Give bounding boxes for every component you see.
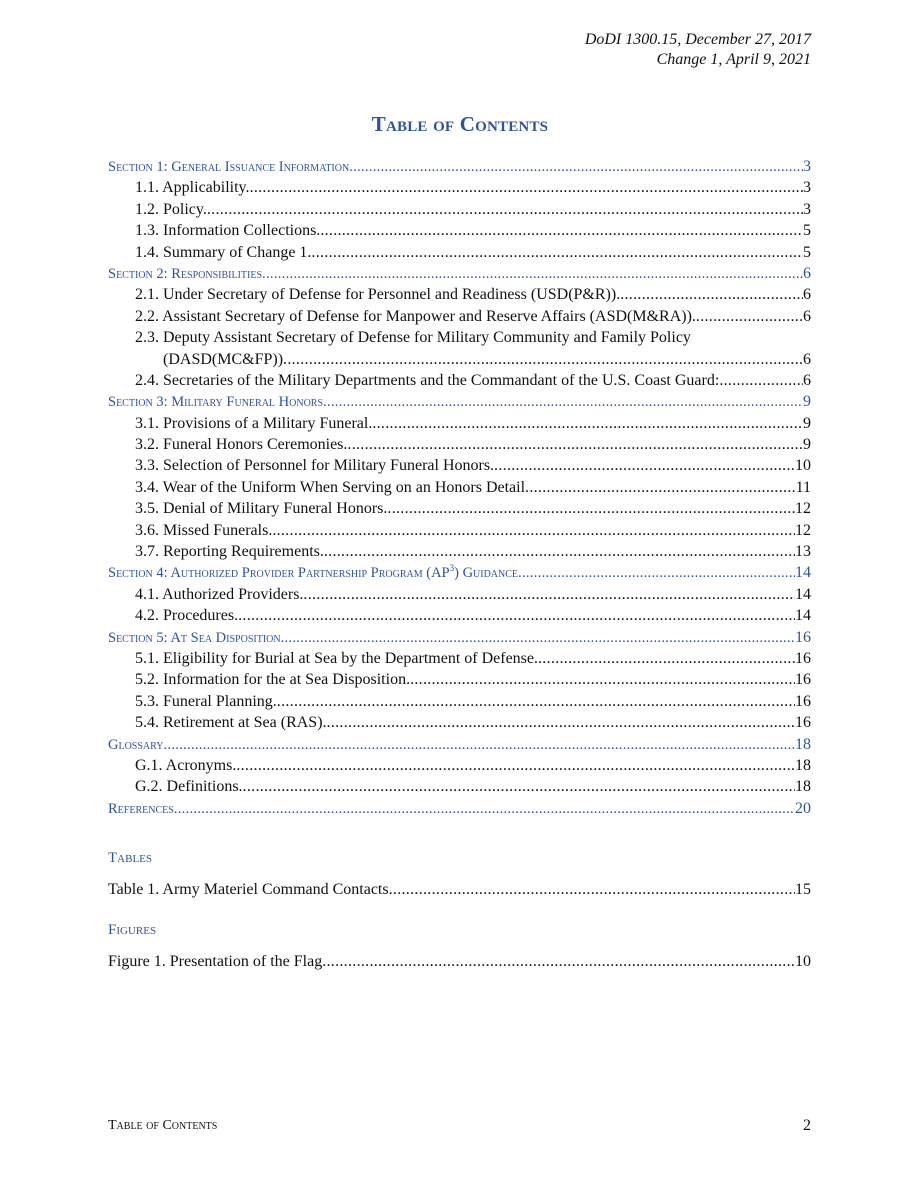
toc-references[interactable]: References ..... 20 bbox=[108, 798, 811, 819]
figure-list-item[interactable]: Figure 1. Presentation of the Flag ..... 10 bbox=[108, 951, 811, 972]
page-number: 2 bbox=[803, 1117, 811, 1134]
footer-section-name: Table of Contents bbox=[108, 1118, 218, 1133]
toc-entry[interactable]: 3.5. Denial of Military Funeral Honors. ..... 12 bbox=[108, 498, 811, 519]
tables-heading: Tables bbox=[108, 850, 152, 866]
toc-section-4[interactable]: Section 4: Authorized Provider Partnership Program $(AP^3)$ Guidance ..... 14 bbox=[108, 562, 811, 583]
toc-entry[interactable]: 3.2. Funeral Honors Ceremonies. ..... 9 bbox=[108, 434, 811, 455]
toc-entry[interactable]: 1.1. Applicability. ..... 3 bbox=[108, 177, 811, 198]
toc-entry[interactable]: 3.4. Wear of the Uniform When Serving on an Honors Detail ..... 11 bbox=[108, 477, 811, 498]
toc-entry[interactable]: 2.2. Assistant Secretary of Defense for Manpower and Reserve Affairs (ASD(M&RA)). ..... 6 bbox=[108, 306, 811, 327]
toc-entry[interactable]: 5.3. Funeral Planning. ..... 16 bbox=[108, 691, 811, 712]
toc-entry[interactable]: G.1. Acronyms. ..... 18 bbox=[108, 755, 811, 776]
toc-entry[interactable]: 5.1. Eligibility for Burial at Sea by the Department of Defense. ..... 16 bbox=[108, 648, 811, 669]
toc-glossary[interactable]: Glossary ..... 18 bbox=[108, 734, 811, 755]
document-header bbox=[585, 30, 811, 70]
toc-entry[interactable]: 3.6. Missed Funerals. ..... 12 bbox=[108, 520, 811, 541]
figures-heading: Figures bbox=[108, 922, 157, 938]
toc-entry[interactable]: 3.1. Provisions of a Military Funeral. ..... 9 bbox=[108, 413, 811, 434]
toc-entry[interactable]: G.2. Definitions. ..... 18 bbox=[108, 776, 811, 797]
toc-section-1[interactable]: Section 1: General Issuance Information ..... 3 bbox=[108, 156, 811, 177]
table-of-contents bbox=[108, 156, 811, 819]
table-list-item[interactable]: Table 1. Army Materiel Command Contacts ..... 15 bbox=[108, 879, 811, 900]
toc-section-3[interactable]: Section 3: Military Funeral Honors ..... 9 bbox=[108, 391, 811, 412]
toc-entry[interactable]: 2.3. Deputy Assistant Secretary of Defense for Military Community and Family Policy bbox=[135, 329, 691, 347]
page-title: Table of Contents bbox=[371, 112, 549, 136]
toc-entry[interactable]: 1.2. Policy. ..... 3 bbox=[108, 199, 811, 220]
change-date: Change 1, April 9, 2021 bbox=[656, 51, 811, 68]
toc-entry-continuation[interactable]: (DASD(MC&FP)) ..... 6 bbox=[108, 349, 811, 370]
toc-entry[interactable]: 4.2. Procedures. ..... 14 bbox=[108, 605, 811, 626]
toc-entry[interactable]: 1.3. Information Collections. ..... 5 bbox=[108, 220, 811, 241]
document-id-date: DoDI 1300.15, December 27, 2017 bbox=[584, 31, 811, 48]
toc-entry[interactable]: 5.2. Information for the at Sea Disposition. ..... 16 bbox=[108, 669, 811, 690]
toc-entry[interactable]: 4.1. Authorized Providers. ..... 14 bbox=[108, 584, 811, 605]
toc-entry[interactable]: 2.4. Secretaries of the Military Departments and the Commandant of the U.S. Coast Guard: ..... 6 bbox=[108, 370, 811, 391]
toc-entry[interactable]: 2.1. Under Secretary of Defense for Personnel and Readiness (USD(P&R)). ..... 6 bbox=[108, 284, 811, 305]
toc-entry[interactable]: 5.4. Retirement at Sea (RAS). ..... 16 bbox=[108, 712, 811, 733]
toc-entry[interactable]: 1.4. Summary of Change 1. ..... 5 bbox=[108, 242, 811, 263]
toc-section-2[interactable]: Section 2: Responsibilities ..... 6 bbox=[108, 263, 811, 284]
toc-entry[interactable]: 3.3. Selection of Personnel for Military Funeral Honors. ..... 10 bbox=[108, 455, 811, 476]
toc-entry[interactable]: 3.7. Reporting Requirements. ..... 13 bbox=[108, 541, 811, 562]
toc-section-5[interactable]: Section 5: At Sea Disposition ..... 16 bbox=[108, 627, 811, 648]
